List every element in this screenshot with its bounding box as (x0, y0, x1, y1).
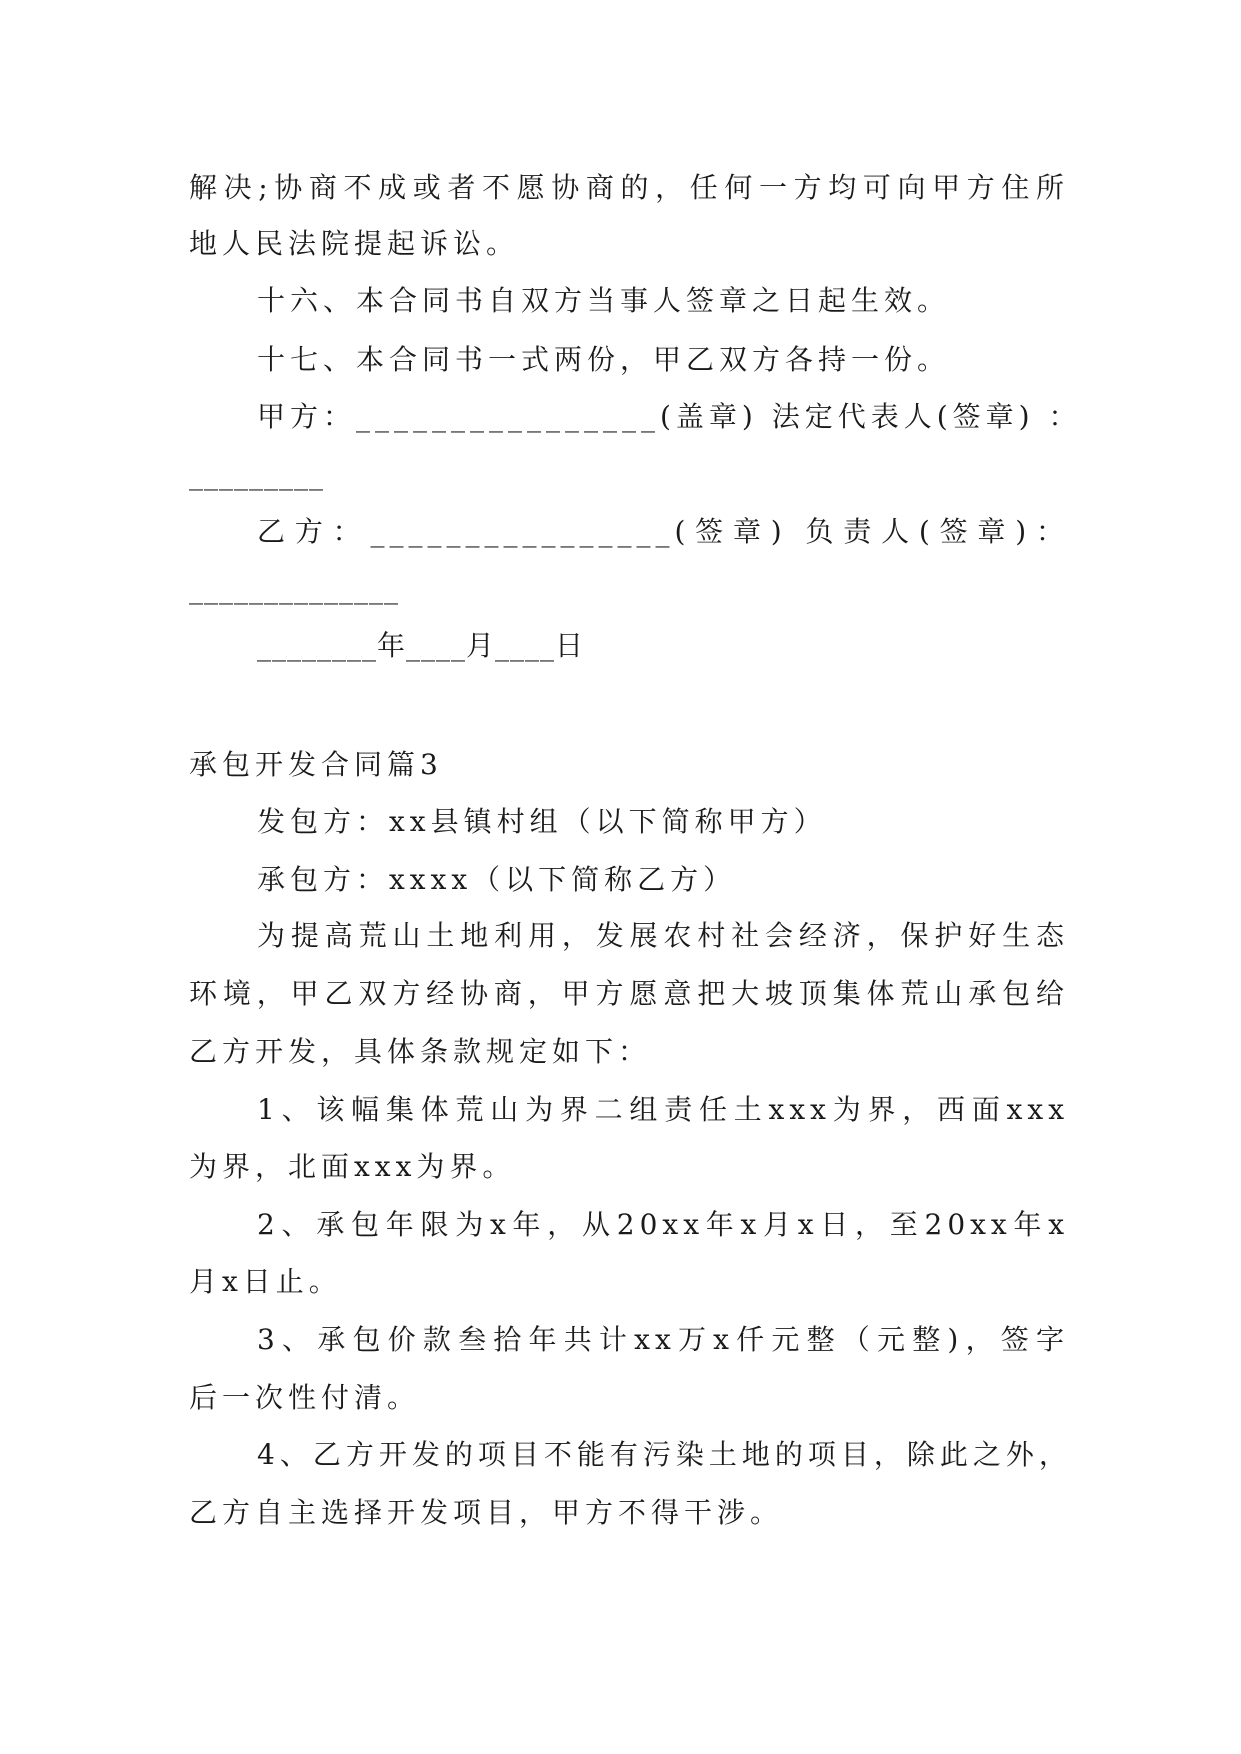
party-a-signature-blank: _________ (189, 458, 324, 491)
intro-line-3: 乙方开发，具体条款规定如下： (189, 1035, 652, 1068)
clause-4-line-2: 乙方自主选择开发项目，甲方不得干涉。 (189, 1496, 784, 1529)
intro-line-1: 为提高荒山土地利用，发展农村社会经济，保护好生态 (257, 919, 1069, 952)
intro-line-2: 环境，甲乙双方经协商，甲方愿意把大坡顶集体荒山承包给 (189, 977, 1069, 1010)
clause-2-line-1: 2、承包年限为x年，从20xx年x月x日，至20xx年x (257, 1208, 1069, 1241)
paragraph-16: 十六、本合同书自双方当事人签章之日起生效。 (257, 284, 951, 317)
party-a-signature-line: 甲方：________________(盖章) 法定代表人(签章) ： (257, 400, 1082, 433)
contractor-party: 承包方：xxxx（以下简称乙方） (257, 863, 737, 896)
party-b-signature-blank: ______________ (189, 572, 399, 605)
issuer-party: 发包方：xx县镇村组（以下简称甲方） (257, 805, 827, 838)
section-title: 承包开发合同篇3 (189, 748, 443, 781)
paragraph-17: 十七、本合同书一式两份，甲乙双方各持一份。 (257, 343, 951, 376)
clause-3-line-1: 3、承包价款叁拾年共计xx万x仟元整（元整)，签字 (257, 1323, 1069, 1356)
party-b-signature-line: 乙方：________________(签章) 负责人(签章)： (257, 515, 1069, 548)
paragraph-15-line-2: 地人民法院提起诉讼。 (189, 227, 520, 260)
clause-3-line-2: 后一次性付清。 (189, 1381, 421, 1414)
paragraph-15-line-1: 解决;协商不成或者不愿协商的，任何一方均可向甲方住所 (189, 171, 1069, 204)
clause-4-line-1: 4、乙方开发的项目不能有污染土地的项目，除此之外， (257, 1438, 1072, 1471)
clause-2-line-2: 月x日止。 (189, 1265, 342, 1298)
clause-1-line-2: 为界，北面xxx为界。 (189, 1150, 516, 1183)
clause-1-line-1: 1、该幅集体荒山为界二组责任土xxx为界，西面xxx (257, 1093, 1069, 1126)
signing-date: ________年____月____日 (257, 629, 585, 662)
